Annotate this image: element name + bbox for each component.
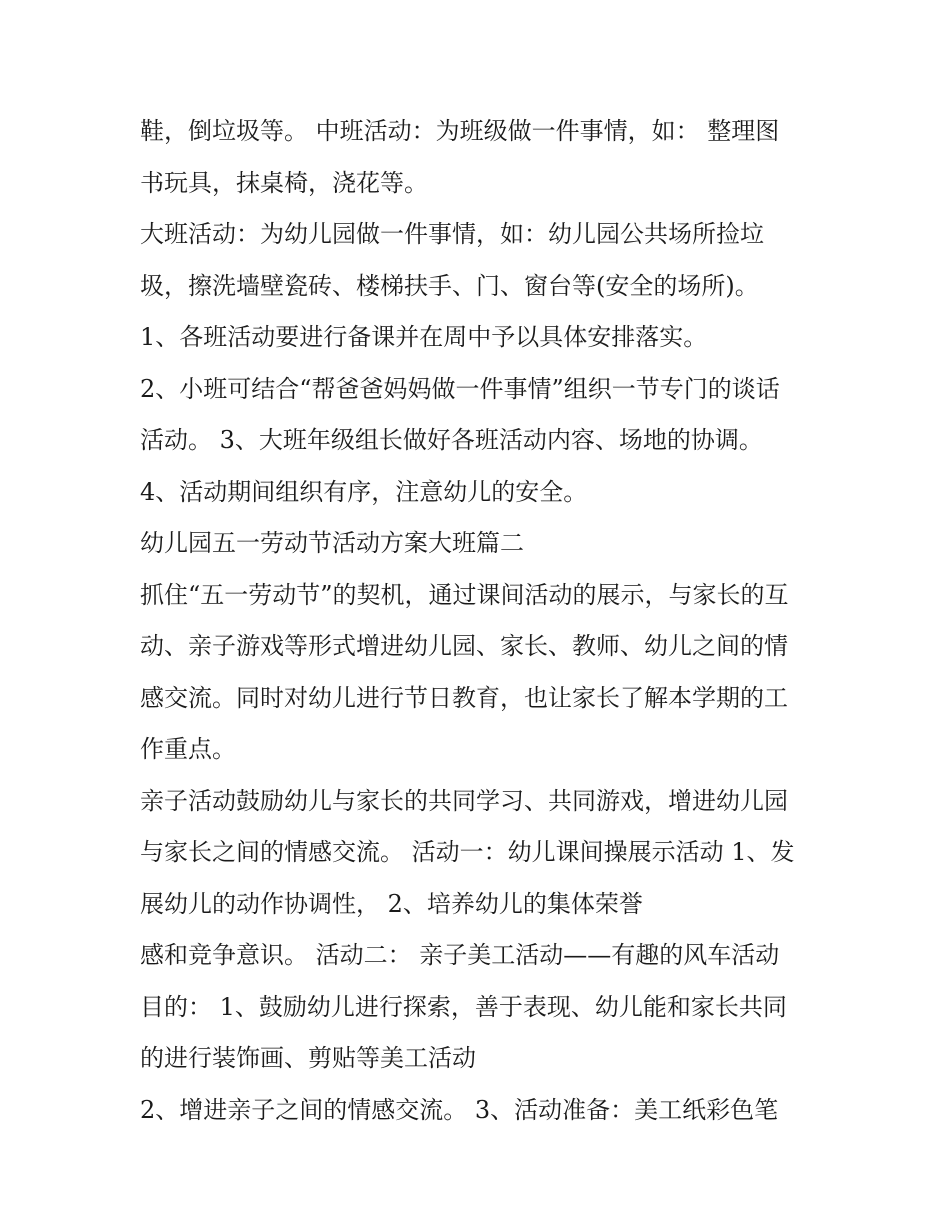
text-line: 4、活动期间组织有序，注意幼儿的安全。 xyxy=(140,477,588,506)
text-line: 与家长之间的情感交流。 活动一：幼儿课间操展示活动 1、发 xyxy=(140,838,795,866)
text-line: 亲子活动鼓励幼儿与家长的共同学习、共同游戏，增进幼儿园 xyxy=(140,786,788,815)
text-line: 展幼儿的动作协调性， 2、培养幼儿的集体荣誉 xyxy=(140,889,643,918)
text-line: 作重点。 xyxy=(140,735,236,763)
text-line: 书玩具，抹桌椅，浇花等。 xyxy=(140,168,428,197)
section-heading: 幼儿园五一劳动节活动方案大班篇二 xyxy=(140,529,524,557)
text-line: 圾，擦洗墙壁瓷砖、楼梯扶手、门、窗台等(安全的场所)。 xyxy=(140,271,759,300)
text-line: 2、增进亲子之间的情感交流。 3、活动准备：美工纸彩色笔 xyxy=(140,1095,779,1124)
text-line: 抓住“五一劳动节”的契机，通过课间活动的展示，与家长的互 xyxy=(140,580,789,609)
text-line: 活动。 3、大班年级组长做好各班活动内容、场地的协调。 xyxy=(140,426,763,454)
text-line: 动、亲子游戏等形式增进幼儿园、家长、教师、幼儿之间的情 xyxy=(140,632,788,660)
document-body xyxy=(140,106,830,1136)
text-line: 1、各班活动要进行备课并在周中予以具体安排落实。 xyxy=(140,323,708,351)
text-line: 大班活动：为幼儿园做一件事情，如：幼儿园公共场所捡垃 xyxy=(140,220,764,248)
text-line: 感交流。同时对幼儿进行节日教育，也让家长了解本学期的工 xyxy=(140,683,788,712)
text-line: 的进行装饰画、剪贴等美工活动 xyxy=(140,1044,476,1072)
text-line: 目的： 1、鼓励幼儿进行探索，善于表现、幼儿能和家长共同 xyxy=(140,992,787,1021)
text-line: 鞋，倒垃圾等。 中班活动：为班级做一件事情，如： 整理图 xyxy=(140,117,780,145)
text-line: 感和竞争意识。 活动二： 亲子美工活动——有趣的风车活动 xyxy=(140,941,780,969)
text-line: 2、小班可结合“帮爸爸妈妈做一件事情”组织一节专门的谈话 xyxy=(140,374,780,403)
